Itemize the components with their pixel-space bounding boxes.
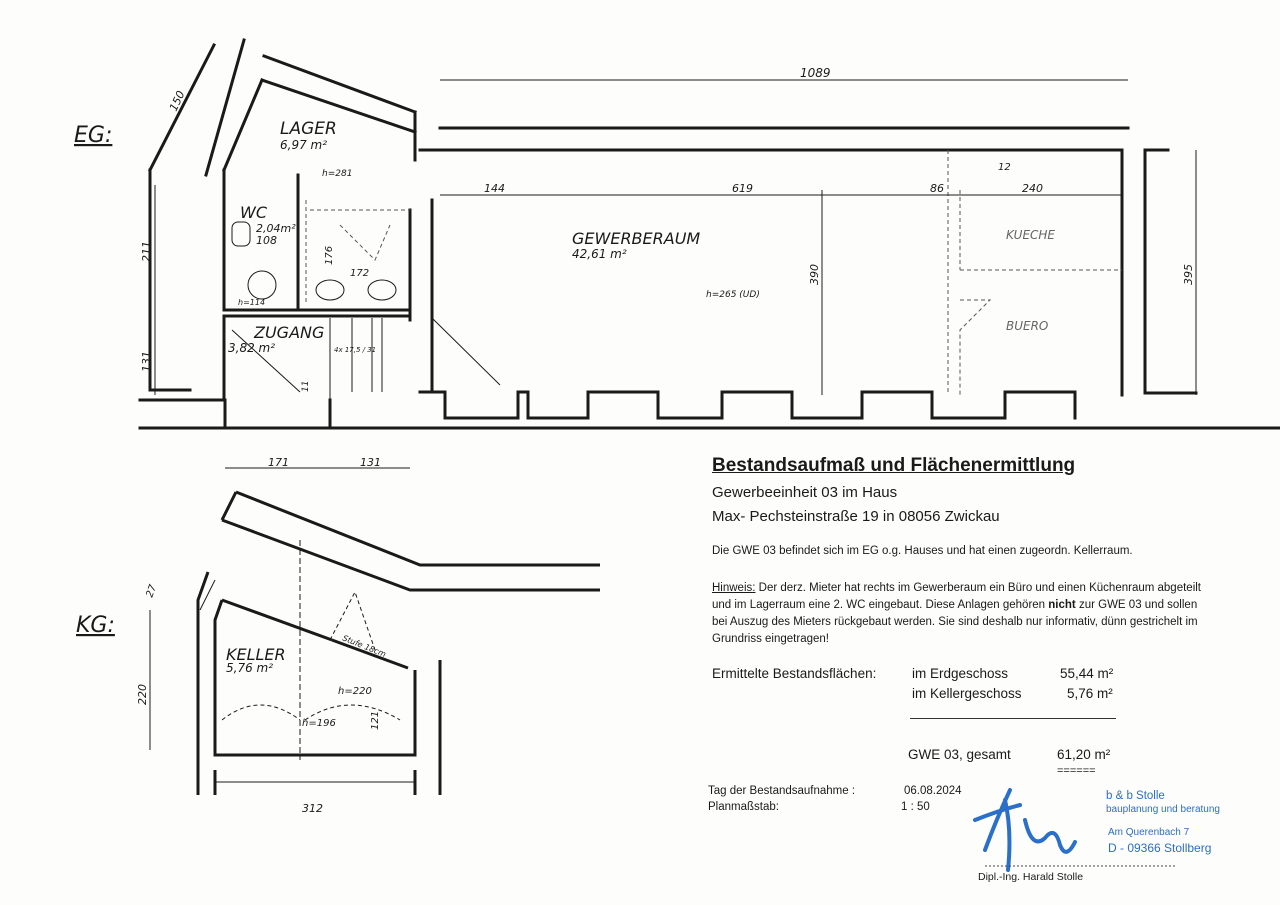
wc-label: WC xyxy=(240,203,267,222)
area-total-underline: ====== xyxy=(1057,765,1096,777)
kueche-label: KUECHE xyxy=(1006,228,1056,242)
wc-width: h=114 xyxy=(238,298,266,307)
dim-390: 390 xyxy=(808,264,821,285)
wc-area: 2,04m² xyxy=(256,222,296,235)
zugang-area: 3,82 m² xyxy=(228,341,276,355)
zugang-label: ZUGANG xyxy=(254,323,325,342)
dim-121: 121 xyxy=(370,710,381,730)
dim-b131: 131 xyxy=(360,456,381,469)
dim-12: 12 xyxy=(998,162,1011,173)
stamp-company-name: b & b Stolle xyxy=(1106,790,1165,802)
dim-395: 395 xyxy=(1182,264,1195,285)
scale-label: Planmaßstab: xyxy=(708,801,779,813)
note-text-1: Der derz. Mieter hat rechts im Gewerberaum ein Büro und einen Küchenraum abgeteilt und im Lagerraum eine 2. WC eingebaut. Diese Anlagen gehören xyxy=(712,582,1201,611)
keller-height: h=220 xyxy=(338,686,372,697)
eg-walls xyxy=(140,40,1280,428)
dim-220: 220 xyxy=(136,684,149,705)
signature-scribble xyxy=(975,790,1075,870)
survey-date-value: 06.08.2024 xyxy=(904,785,962,797)
zugang-step: 4x 17,5 / 31 xyxy=(334,346,377,354)
gewerberaum-label: GEWERBERAUM xyxy=(572,229,701,248)
dim-top: 1089 xyxy=(800,66,831,80)
stufe-label: Stufe 18cm xyxy=(341,633,388,660)
keller-height-2: h=196 xyxy=(302,718,336,729)
area-kg-label: im Kellergeschoss xyxy=(912,686,1022,701)
note-paragraph xyxy=(712,580,1202,648)
gewerberaum-height: h=265 (UD) xyxy=(706,290,760,300)
kg-walls xyxy=(198,492,600,795)
dim-211: 211 xyxy=(140,241,153,262)
plan-labels xyxy=(74,66,1195,815)
buero-label: BUERO xyxy=(1006,319,1049,333)
area-total-label: GWE 03, gesamt xyxy=(908,747,1011,762)
kg-floor-label: KG: xyxy=(76,613,115,638)
eg-dashed-partitions xyxy=(306,150,1122,395)
area-kg-value: 5,76 m² xyxy=(1067,686,1113,701)
wc-dimension: 108 xyxy=(256,234,277,247)
keller-area: 5,76 m² xyxy=(226,661,274,675)
dim-b171: 171 xyxy=(268,456,289,469)
sum-divider xyxy=(910,718,1116,719)
dim-240: 240 xyxy=(1022,182,1043,195)
lager-label: LAGER xyxy=(280,119,337,139)
dim-312: 312 xyxy=(302,802,323,815)
intro-text: Die GWE 03 befindet sich im EG o.g. Hauses und hat einen zugeordn. Kellerraum. xyxy=(712,545,1133,557)
stamp-company-subtitle: bauplanung und beratung xyxy=(1106,804,1220,815)
note-text-2: zur GWE 03 und sollen bei Auszug des Mieters rückgebaut werden. Sie sind deshalb nur informativ, dünn gestrichelt im Grundriss eingetragen! xyxy=(712,599,1198,645)
stamp-city: D - 09366 Stollberg xyxy=(1108,841,1212,855)
dim-27: 27 xyxy=(144,583,160,600)
scale-value: 1 : 50 xyxy=(901,801,930,813)
dim-176: 176 xyxy=(324,245,335,265)
area-total-value: 61,20 m² xyxy=(1057,747,1111,762)
dim-144: 144 xyxy=(484,182,505,195)
signer-name: Dipl.-Ing. Harald Stolle xyxy=(978,871,1084,883)
lager-height: h=281 xyxy=(322,169,353,179)
document-subtitle-address: Max- Pechsteinstraße 19 in 08056 Zwickau xyxy=(712,508,1000,525)
area-eg-label: im Erdgeschoss xyxy=(912,666,1009,681)
stamp-street: Am Querenbach 7 xyxy=(1108,827,1190,838)
area-eg-value: 55,44 m² xyxy=(1060,666,1114,681)
dim-172: 172 xyxy=(350,268,370,279)
gewerberaum-area: 42,61 m² xyxy=(572,247,627,261)
keller-label: KELLER xyxy=(226,645,286,664)
lager-area: 6,97 m² xyxy=(280,138,328,152)
dim-619: 619 xyxy=(732,182,753,195)
document-title: Bestandsaufmaß und Flächenermittlung xyxy=(712,455,1076,476)
eg-floor-label: EG: xyxy=(74,123,113,148)
dim-131: 131 xyxy=(140,351,153,372)
dim-11: 11 xyxy=(301,380,311,392)
dim-86: 86 xyxy=(930,182,944,195)
note-emphasis: nicht xyxy=(1048,599,1076,611)
dim-150: 150 xyxy=(166,88,188,114)
survey-date-label: Tag der Bestandsaufnahme : xyxy=(708,785,856,797)
note-label: Hinweis: xyxy=(712,582,756,594)
document-subtitle-unit: Gewerbeeinheit 03 im Haus xyxy=(712,484,898,501)
areas-label: Ermittelte Bestandsflächen: xyxy=(712,666,877,681)
